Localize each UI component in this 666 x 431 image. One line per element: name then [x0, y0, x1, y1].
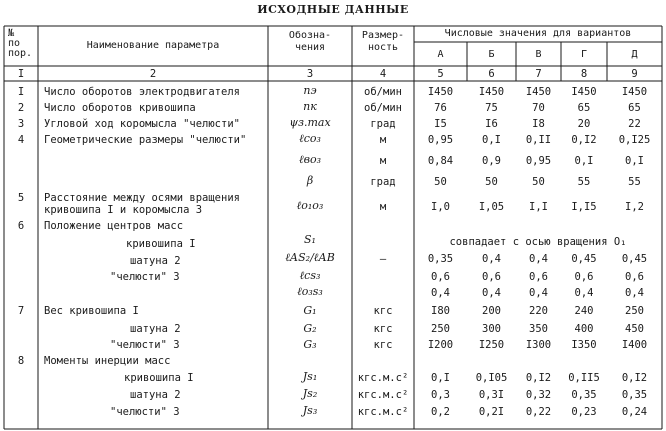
parameter-symbol: ℓсо₃: [299, 132, 321, 145]
parameter-unit: м: [379, 155, 387, 167]
variant-value: 0,6: [431, 271, 450, 283]
parameter-unit: кгс: [373, 305, 393, 317]
variant-value: 55: [628, 176, 641, 188]
variant-value: I450: [478, 86, 505, 98]
variant-value: 0,4: [625, 287, 644, 299]
parameter-symbol: Js₂: [302, 387, 318, 400]
parameter-unit: град: [370, 176, 396, 188]
variant-value: 76: [434, 102, 447, 114]
row-number: 5: [17, 192, 25, 204]
parameter-symbol: G₁: [303, 304, 317, 317]
variant-value: I6: [485, 118, 498, 130]
variant-value: 0,4: [431, 287, 450, 299]
variant-value: 300: [482, 323, 501, 335]
variant-value: 0,35: [427, 253, 454, 265]
variant-value: I450: [621, 86, 648, 98]
column-number: 4: [379, 68, 387, 80]
column-number: 8: [580, 68, 588, 80]
variant-value: 20: [577, 118, 591, 130]
variant-value: 0,4: [529, 287, 548, 299]
header-num-line: №: [8, 28, 15, 39]
parameter-symbol: Js₃: [302, 404, 318, 417]
variant-value: 70: [532, 102, 545, 114]
variant-value: 50: [532, 176, 545, 188]
header-variant: Г: [580, 49, 588, 60]
variant-value: 220: [529, 305, 548, 317]
variant-value: 0,I: [431, 372, 450, 384]
variant-value: 0,6: [482, 271, 501, 283]
variant-value: 65: [628, 102, 641, 114]
header-variant: А: [437, 49, 444, 60]
parameter-name: Угловой ход коромысла "челюсти": [44, 118, 240, 130]
parameter-symbol: G₃: [303, 338, 317, 351]
variant-value: 0,3I: [478, 389, 505, 401]
variant-value: I8: [532, 118, 545, 130]
variant-value: 240: [574, 305, 594, 317]
row-number: 3: [17, 118, 25, 130]
variant-value: 0,6: [625, 271, 644, 283]
variant-value: 0,32: [525, 389, 552, 401]
variant-value: 0,6: [574, 271, 594, 283]
variant-value: 0,I2: [571, 134, 597, 146]
variant-value: 0,84: [427, 155, 454, 167]
variant-value: 0,I25: [618, 134, 651, 146]
parameter-symbol: nк: [303, 100, 317, 113]
parameter-symbol: Js₁: [302, 370, 318, 383]
parameter-symbol: ℓо₃s₃: [297, 285, 323, 298]
column-number: 3: [306, 68, 314, 80]
parameter-symbol: nэ: [303, 84, 317, 97]
variant-value: 0,95: [525, 155, 552, 167]
parameter-unit: кгс.м.с²: [357, 389, 409, 401]
variant-value: 0,4: [482, 287, 501, 299]
variant-value: I,I5: [571, 201, 597, 213]
variant-value: 0,I: [574, 155, 594, 167]
variant-value: I450: [427, 86, 454, 98]
column-number: 9: [631, 68, 638, 80]
variant-value: 0,4: [482, 253, 501, 265]
variant-value: 0,I2: [525, 372, 552, 384]
variant-value: 0,II: [525, 134, 552, 146]
parameter-symbol: ℓcs₃: [299, 269, 321, 282]
parameter-unit: кгс: [373, 339, 393, 351]
column-number: 2: [149, 68, 157, 80]
parameter-name: "челюсти" 3: [110, 339, 180, 351]
parameter-name: кривошипа I и коромысла 3: [44, 204, 203, 216]
variant-value: 50: [485, 176, 498, 188]
variant-value: 0,95: [427, 134, 454, 146]
parameter-name: Геометрические размеры "челюсти": [44, 134, 247, 146]
parameter-name: шатуна 2: [130, 255, 181, 267]
variant-value: 75: [485, 102, 498, 114]
parameter-unit: м: [379, 134, 387, 146]
header-symbol-line: чения: [294, 42, 326, 53]
variant-value: 0,2: [431, 406, 450, 418]
header-variants-title: Числовые значения для вариантов: [444, 28, 632, 39]
parameter-symbol: ψз.max: [289, 116, 331, 129]
parameter-unit: кгс: [373, 323, 393, 335]
parameter-name: Положение центров масс: [44, 220, 184, 232]
variant-value: I400: [621, 339, 648, 351]
variant-value: 0,35: [621, 389, 648, 401]
variant-value: I80: [431, 305, 450, 317]
parameter-symbol: ℓАS₂/ℓАВ: [285, 251, 335, 264]
row-number: 4: [17, 134, 25, 146]
variant-value: I,0: [431, 201, 450, 213]
parameter-name: Число оборотов электродвигателя: [44, 86, 240, 98]
parameters-table: [0, 24, 666, 431]
variant-value: 0,4: [574, 287, 594, 299]
parameter-unit: кгс.м.с²: [357, 406, 409, 418]
variant-value: 0,22: [525, 406, 552, 418]
variant-value: 22: [628, 118, 641, 130]
header-variant: Б: [488, 49, 495, 60]
variant-value: I200: [427, 339, 454, 351]
parameter-name: Число оборотов кривошипа: [44, 102, 196, 114]
parameter-unit: град: [370, 118, 396, 130]
variant-value: 0,45: [621, 253, 648, 265]
column-number: 5: [437, 68, 444, 80]
row-number: I: [17, 86, 25, 98]
parameter-symbol: β: [306, 174, 314, 187]
column-number: 6: [488, 68, 495, 80]
variant-value: 0,24: [621, 406, 648, 418]
parameter-symbol: S₁: [304, 233, 316, 246]
header-num-line: по: [8, 38, 21, 49]
parameter-name: шатуна 2: [130, 323, 181, 335]
parameter-name: кривошипа I: [124, 372, 194, 384]
variant-value: 250: [431, 323, 450, 335]
variant-value: I,05: [478, 201, 505, 213]
parameter-unit: м: [379, 201, 387, 213]
header-symbol: [268, 30, 352, 54]
variant-value: 0,I05: [475, 372, 508, 384]
header-symbol-line: Обозна-: [288, 30, 332, 41]
variant-value: I5: [434, 118, 447, 130]
variant-value: 400: [574, 323, 594, 335]
parameter-unit: об/мин: [364, 86, 402, 98]
variant-value: 0,I2: [621, 372, 648, 384]
variant-value: 0,9: [482, 155, 501, 167]
variant-value: 0,6: [529, 271, 548, 283]
variant-value: 0,4: [529, 253, 548, 265]
variant-value: 65: [577, 102, 591, 114]
parameter-unit: об/мин: [364, 102, 402, 114]
variant-value: 0,I: [625, 155, 644, 167]
variant-value: I,I: [529, 201, 548, 213]
column-number: I: [17, 68, 25, 80]
row-number: 2: [17, 102, 25, 114]
header-variant: В: [535, 49, 542, 60]
header-variant: Д: [631, 49, 638, 60]
column-number: 7: [535, 68, 542, 80]
variant-value: 0,45: [571, 253, 597, 265]
variant-value: I250: [478, 339, 505, 351]
center-of-mass-note: совпадает с осью вращения O₁: [449, 236, 627, 248]
variant-value: 50: [434, 176, 447, 188]
parameter-symbol: ℓво₃: [298, 153, 322, 166]
parameter-symbol: G₂: [303, 322, 317, 335]
header-unit: [352, 30, 414, 54]
variant-value: 0,I: [482, 134, 501, 146]
header-num: [8, 29, 32, 59]
variant-value: I450: [571, 86, 597, 98]
variant-value: 200: [482, 305, 501, 317]
variant-value: 0,2I: [478, 406, 505, 418]
parameter-name: шатуна 2: [130, 389, 181, 401]
variant-value: 0,3: [431, 389, 450, 401]
variant-value: 450: [625, 323, 644, 335]
parameter-unit: кгс.м.с²: [357, 372, 409, 384]
variant-value: 250: [625, 305, 644, 317]
parameter-name: кривошипа I: [126, 238, 196, 250]
document-title: ИСХОДНЫЕ ДАННЫЕ: [257, 3, 409, 16]
variant-value: I350: [571, 339, 597, 351]
variant-value: I,2: [625, 201, 644, 213]
header-name: Наименование параметра: [86, 40, 220, 51]
parameter-name: "челюсти" 3: [110, 271, 180, 283]
parameter-name: Моменты инерции масс: [44, 355, 171, 367]
header-num-line: пор.: [8, 48, 33, 59]
variant-value: I300: [525, 339, 552, 351]
variant-value: 0,35: [571, 389, 597, 401]
variant-value: 55: [577, 176, 591, 188]
parameter-name: Вес кривошипа I: [44, 305, 139, 317]
parameter-unit: —: [379, 253, 387, 265]
row-number: 7: [17, 305, 25, 317]
variant-value: 0,23: [571, 406, 597, 418]
variant-value: 350: [529, 323, 548, 335]
parameter-name: Расстояние между осями вращения: [44, 192, 240, 204]
header-unit-line: ность: [367, 42, 399, 53]
header-unit-line: Размер-: [361, 30, 405, 41]
parameter-symbol: ℓо₁о₃: [296, 199, 324, 212]
parameter-name: "челюсти" 3: [110, 406, 180, 418]
variant-value: I450: [525, 86, 552, 98]
variant-value: 0,II5: [568, 372, 600, 384]
row-number: 6: [17, 220, 25, 232]
row-number: 8: [17, 355, 25, 367]
